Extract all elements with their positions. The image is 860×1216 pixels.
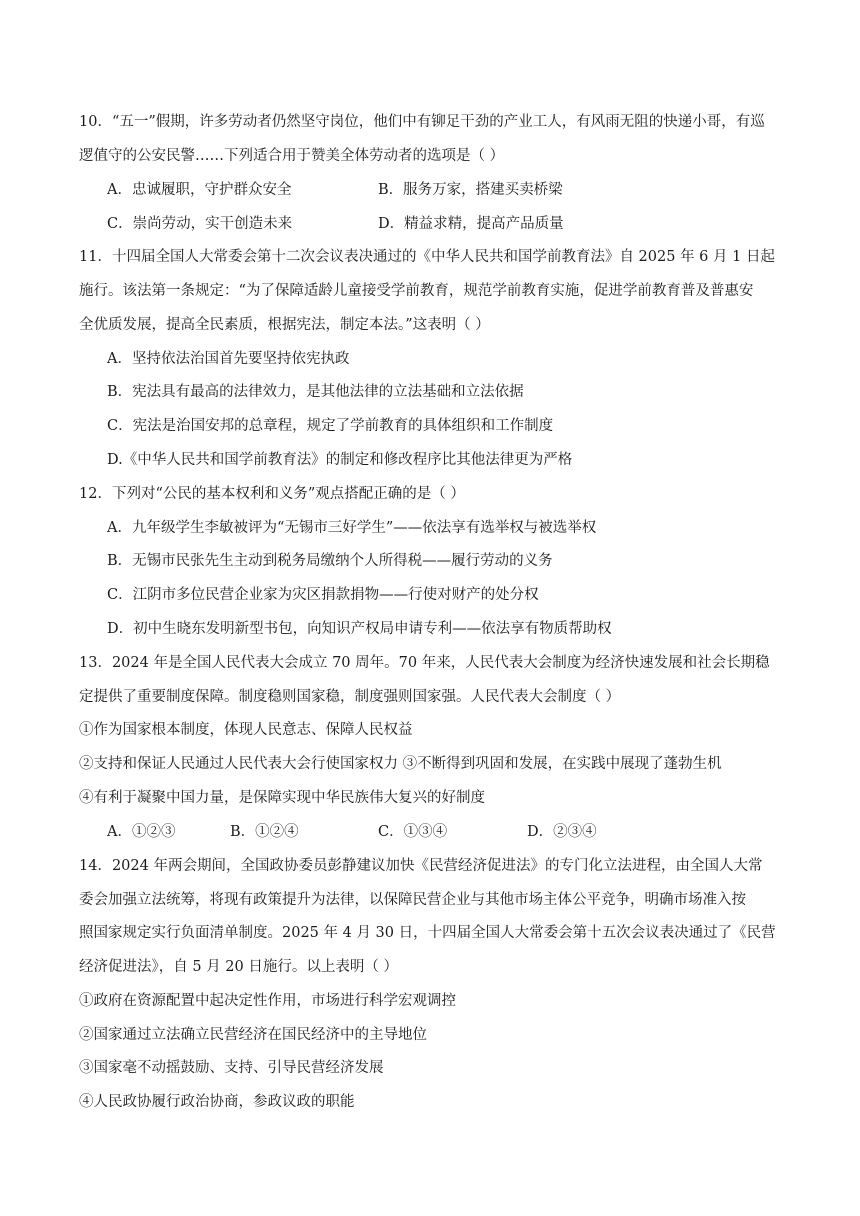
q13-statement-2-3: ②支持和保证人民通过人民代表大会行使国家权力 ③不断得到巩固和发展，在实践中展现了蓬勃生机 (79, 756, 722, 772)
q13-option-c: C．①③④ (378, 824, 448, 840)
q12-option-c: C．江阴市多位民营企业家为灾区捐款捐物——行使对财产的处分权 (107, 587, 539, 603)
q12-option-a: A．九年级学生李敏被评为“无锡市三好学生”——依法享有选举权与被选举权 (107, 520, 597, 536)
q14-statement-4: ④人民政协履行政治协商，参政议政的职能 (79, 1094, 355, 1110)
q11-stem-line-1: 11．十四届全国人大常委会第十二次会议表决通过的《中华人民共和国学前教育法》自 2025 年 6 月 1 日起 (79, 249, 775, 265)
q11-option-a: A．坚持依法治国首先要坚持依宪执政 (107, 351, 350, 367)
q12-stem-line-1: 12．下列对“公民的基本权利和义务”观点搭配正确的是（ ） (79, 486, 465, 502)
q12-option-d: D．初中生晓东发明新型书包，向知识产权局申请专利——依法享有物质帮助权 (107, 621, 612, 637)
q10-option-a: A．忠诚履职，守护群众安全 (107, 182, 292, 198)
q14-statement-3: ③国家毫不动摇鼓励、支持、引导民营经济发展 (79, 1060, 384, 1076)
q10-option-c: C．崇尚劳动，实干创造未来 (107, 216, 293, 232)
q13-statement-1: ①作为国家根本制度，体现人民意志、保障人民权益 (79, 722, 413, 738)
q13-option-d: D．②③④ (527, 824, 597, 840)
q14-stem-line-3: 照国家规定实行负面清单制度。2025 年 4 月 30 日，十四届全国人大常委会第十五次会议表决通过了《民营 (79, 925, 776, 941)
q14-stem-line-4: 经济促进法》，自 5 月 20 日施行。以上表明（ ） (79, 959, 398, 975)
q10-stem-line-2: 逻值守的公安民警……下列适合用于赞美全体劳动者的选项是（ ） (79, 148, 505, 164)
q14-statement-2: ②国家通过立法确立民营经济在国民经济中的主导地位 (79, 1027, 427, 1043)
q13-stem-line-1: 13．2024 年是全国人民代表大会成立 70 周年。70 年来，人民代表大会制度为经济快速发展和社会长期稳 (79, 655, 770, 671)
q14-stem-line-1: 14．2024 年两会期间，全国政协委员彭静建议加快《民营经济促进法》的专门化立法进程，由全国人大常 (79, 858, 763, 874)
q11-option-b: B．宪法具有最高的法律效力，是其他法律的立法基础和立法依据 (107, 384, 524, 400)
q13-stem-line-2: 定提供了重要制度保障。制度稳则国家稳，制度强则国家强。人民代表大会制度（ ） (79, 689, 621, 705)
q11-stem-line-2: 施行。该法第一条规定：“为了保障适龄儿童接受学前教育，规范学前教育实施，促进学前教育普及普惠安 (79, 283, 754, 299)
q13-statement-4: ④有利于凝聚中国力量，是保障实现中华民族伟大复兴的好制度 (79, 790, 485, 806)
q10-stem-line-1: 10．“五一”假期，许多劳动者仍然坚守岗位，他们中有铆足干劲的产业工人，有风雨无阻的快递小哥，有巡 (79, 114, 765, 130)
q11-stem-line-3: 全优质发展，提高全民素质，根据宪法，制定本法。”这表明（ ） (79, 317, 490, 333)
q10-option-d: D．精益求精，提高产品质量 (378, 216, 564, 232)
q11-option-d: D.《中华人民共和国学前教育法》的制定和修改程序比其他法律更为严格 (107, 452, 573, 468)
q12-option-b: B．无锡市民张先生主动到税务局缴纳个人所得税——履行劳动的义务 (107, 553, 553, 569)
q14-stem-line-2: 委会加强立法统筹，将现有政策提升为法律，以保障民营企业与其他市场主体公平竞争，明确市场准入按 (79, 892, 746, 908)
q11-option-c: C．宪法是治国安邦的总章程，规定了学前教育的具体组织和工作制度 (107, 418, 554, 434)
q10-option-b: B．服务万家，搭建买卖桥梁 (378, 182, 563, 198)
q13-option-b: B．①②④ (230, 824, 299, 840)
q13-option-a: A．①②③ (107, 824, 176, 840)
q14-statement-1: ①政府在资源配置中起决定性作用，市场进行科学宏观调控 (79, 993, 456, 1009)
